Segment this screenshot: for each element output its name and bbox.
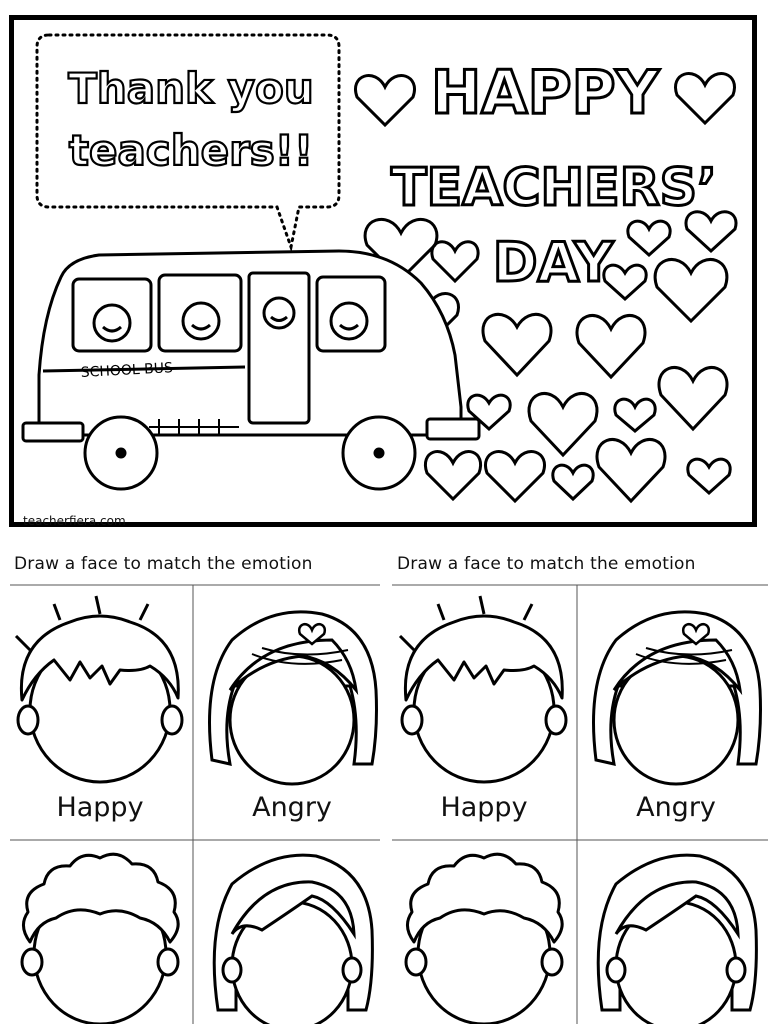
boy-face-outline [16, 596, 182, 782]
title-line-3: DAY [492, 231, 614, 294]
title-line-2: TEACHERS’ [391, 158, 717, 218]
bob-face-outline [214, 855, 372, 1024]
girl-face-outline [594, 612, 761, 784]
worksheet-heading-left: Draw a face to match the emotion [14, 554, 313, 574]
curly-face-outline [406, 854, 562, 1024]
emotion-label-angry: Angry [252, 792, 332, 823]
curly-face-outline [22, 854, 178, 1024]
title-line-1: HAPPY [430, 58, 660, 128]
worksheet-heading-right: Draw a face to match the emotion [397, 554, 696, 574]
bubble-line-1: Thank you [68, 64, 314, 113]
emotion-label-happy: Happy [56, 792, 144, 823]
bus-sign: SCHOOL BUS [80, 360, 174, 381]
girl-face-outline [210, 612, 377, 784]
credit-text: teacherfiera.com [23, 514, 126, 528]
emotion-label-happy: Happy [440, 792, 528, 823]
bubble-line-2: teachers!! [68, 126, 314, 175]
boy-face-outline [400, 596, 566, 782]
bob-face-outline [598, 855, 756, 1024]
emotion-label-angry: Angry [636, 792, 716, 823]
